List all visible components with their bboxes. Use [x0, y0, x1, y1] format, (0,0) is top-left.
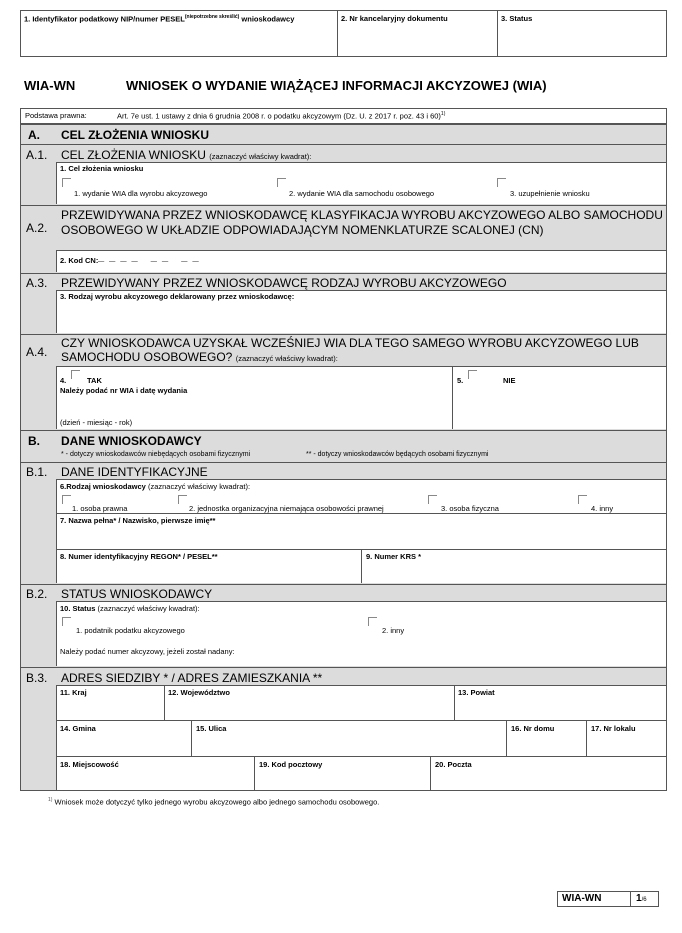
b3-field14-label: 14. Gmina	[60, 724, 96, 733]
a4-no-field[interactable]	[452, 366, 666, 429]
a3-number: A.3.	[26, 276, 48, 290]
a2-title-line2: OSOBOWEGO W UKŁADZIE ODPOWIADAJĄCYM NOMENKLATURZE SCALONEJ (CN)	[61, 223, 544, 237]
section-b-note2: ** - dotyczy wnioskodawców będących osobami fizycznymi	[306, 451, 489, 458]
divider	[497, 10, 498, 57]
footer-form-code: WIA-WN	[562, 893, 602, 904]
b3-field16-label: 16. Nr domu	[511, 724, 555, 733]
a4-no-label: NIE	[503, 376, 516, 385]
b3-field18-label: 18. Miejscowość	[60, 760, 119, 769]
b1-option2-label: 2. jednostka organizacyjna niemająca osobowości prawnej	[189, 504, 384, 513]
b2-option1-label: 1. podatnik podatku akcyzowego	[76, 626, 185, 635]
divider	[337, 10, 338, 57]
form-title: WNIOSEK O WYDANIE WIĄŻĄCEJ INFORMACJI AKCYZOWEJ (WIA)	[126, 78, 547, 93]
form-code: WIA-WN	[24, 78, 76, 93]
cn-code-dashes[interactable]: _ _ _ _ _ _ _ _	[98, 251, 200, 263]
b1-option1-label: 1. osoba prawna	[72, 504, 128, 513]
a4-title-line2: SAMOCHODU OSOBOWEGO? (zaznaczyć właściwy kwadrat):	[61, 350, 338, 364]
divider	[630, 891, 631, 907]
b1-number: B.1.	[26, 465, 48, 479]
b1-option4-checkbox[interactable]	[578, 495, 587, 504]
a1-option2-checkbox[interactable]	[277, 178, 286, 187]
section-a-title: CEL ZŁOŻENIA WNIOSKU	[61, 128, 209, 142]
b1-field6-label: 6.Rodzaj wnioskodawcy (zaznaczyć właściwy kwadrat):	[60, 482, 251, 491]
a1-option1-checkbox[interactable]	[62, 178, 71, 187]
office-number-label: 2. Nr kancelaryjny dokumentu	[341, 14, 448, 23]
a4-title-line1: CZY WNIOSKODAWCA UZYSKAŁ WCZEŚNIEJ WIA DLA TEGO SAMEGO WYROBU AKCYZOWEGO LUB	[61, 336, 639, 350]
a2-title-line1: PRZEWIDYWANA PRZEZ WNIOSKODAWCĘ KLASYFIKACJA WYROBU AKCYZOWEGO ALBO SAMOCHODU	[61, 208, 663, 222]
a2-field-label: 2. Kod CN:	[60, 256, 99, 265]
b3-field15[interactable]	[191, 720, 506, 756]
a4-date-hint: (dzień - miesiąc - rok)	[60, 418, 133, 427]
a1-option1-label: 1. wydanie WIA dla wyrobu akcyzowego	[74, 189, 208, 198]
a1-option2-label: 2. wydanie WIA dla samochodu osobowego	[289, 189, 435, 198]
footnote: $^{1)}$ Wniosek może dotyczyć tylko jednego wyrobu akcyzowego albo jednego samochodu osobowego.	[48, 797, 380, 807]
b2-title: STATUS WNIOSKODAWCY	[61, 587, 213, 601]
section-b-title: DANE WNIOSKODAWCY	[61, 434, 202, 448]
legal-basis-label: Podstawa prawna:	[25, 111, 87, 120]
a2-number: A.2.	[26, 221, 48, 235]
a1-number: A.1.	[26, 148, 48, 162]
b3-field15-label: 15. Ulica	[196, 724, 227, 733]
b3-field11-label: 11. Kraj	[60, 688, 87, 697]
section-b-letter: B.	[28, 434, 40, 448]
nip-field-label[interactable]: 1. Identyfikator podatkowy NIP/numer $PESEL^{(niepotrzebne skreślić)}$ wnioskodawcy	[24, 14, 295, 24]
a4-no-checkbox[interactable]	[468, 370, 477, 379]
section-b-note1: * - dotyczy wnioskodawców niebędących osobami fizycznymi	[61, 451, 251, 458]
b1-title: DANE IDENTYFIKACYJNE	[61, 465, 208, 479]
b2-option1-checkbox[interactable]	[62, 617, 71, 626]
a3-field-label: 3. Rodzaj wyrobu akcyzowego deklarowany przez wnioskodawcę:	[60, 292, 295, 301]
b1-field7-label: 7. Nazwa pełna* / Nazwisko, pierwsze imię**	[60, 516, 216, 525]
legal-basis-text: Art. 7e ust. 1 ustawy z dnia 6 grudnia 2008 r. o podatku akcyzowym (Dz. U. z 2017 r. poz. 43 i 60)$^{1)}$	[117, 111, 446, 121]
a4-yes-note: Należy podać nr WIA i datę wydania	[60, 386, 188, 395]
a1-option3-checkbox[interactable]	[497, 178, 506, 187]
footer-page-number: 1/6	[636, 893, 647, 904]
b3-field20-label: 20. Poczta	[435, 760, 472, 769]
b3-field17-label: 17. Nr lokalu	[591, 724, 636, 733]
b1-option3-label: 3. osoba fizyczna	[441, 504, 499, 513]
b1-option4-label: 4. inny	[591, 504, 614, 513]
b1-option1-checkbox[interactable]	[62, 495, 71, 504]
a1-title: CEL ZŁOŻENIA WNIOSKU (zaznaczyć właściwy kwadrat):	[61, 148, 312, 162]
section-a-letter: A.	[28, 128, 40, 142]
b2-option2-checkbox[interactable]	[368, 617, 377, 626]
b3-field12-label: 12. Województwo	[168, 688, 230, 697]
a4-yes-number: 4.	[60, 376, 67, 385]
b1-option3-checkbox[interactable]	[428, 495, 437, 504]
b3-number: B.3.	[26, 671, 48, 685]
b2-number: B.2.	[26, 587, 48, 601]
a4-yes-label: TAK	[87, 376, 102, 385]
b2-field10-label: 10. Status (zaznaczyć właściwy kwadrat):	[60, 604, 200, 613]
a4-yes-checkbox[interactable]	[71, 370, 80, 379]
b3-field13-label: 13. Powiat	[458, 688, 495, 697]
b3-field19-label: 19. Kod pocztowy	[259, 760, 323, 769]
a1-option3-label: 3. uzupełnienie wniosku	[510, 189, 590, 198]
b3-title: ADRES SIEDZIBY * / ADRES ZAMIESZKANIA **	[61, 671, 323, 685]
status-label: 3. Status	[501, 14, 533, 23]
b1-field9-label: 9. Numer KRS *	[366, 552, 422, 561]
a4-number: A.4.	[26, 345, 48, 359]
b2-option2-label: 2. inny	[382, 626, 405, 635]
a4-no-number: 5.	[457, 376, 464, 385]
b2-excise-number-note: Należy podać numer akcyzowy, jeżeli został nadany:	[60, 647, 235, 656]
a1-field-label: 1. Cel złożenia wniosku	[60, 164, 144, 173]
a3-title: PRZEWIDYWANY PRZEZ WNIOSKODAWCĘ RODZAJ WYROBU AKCYZOWEGO	[61, 276, 507, 290]
b1-option2-checkbox[interactable]	[178, 495, 187, 504]
b1-field8-label: 8. Numer identyfikacyjny REGON* / PESEL**	[60, 552, 218, 561]
